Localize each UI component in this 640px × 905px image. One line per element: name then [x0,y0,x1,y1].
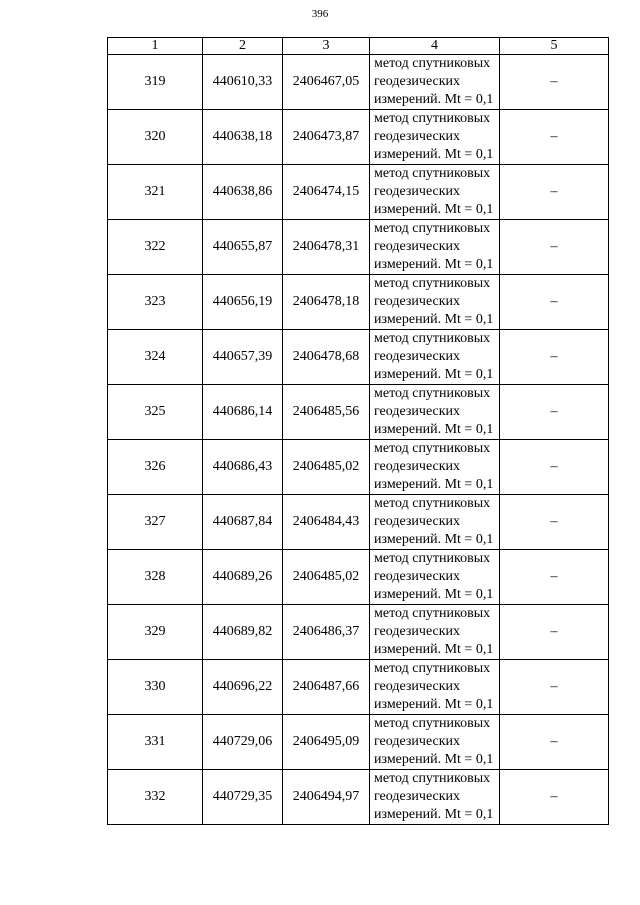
point-number-cell: 325 [108,385,203,440]
table-row [108,165,609,220]
x-coordinate-cell: 440687,84 [203,495,283,550]
point-number-cell: 328 [108,550,203,605]
note-cell: – [500,55,609,110]
point-number-cell: 327 [108,495,203,550]
method-line: измерений. Mt = 0,1 [374,92,494,107]
method-line: метод спутниковых [374,716,491,731]
method-line: геодезических [374,184,461,199]
point-number-cell: 322 [108,220,203,275]
note-cell: – [500,330,609,385]
column-header: 4 [370,38,500,55]
method-line: метод спутниковых [374,496,491,511]
method-cell [370,275,500,330]
x-coordinate-cell: 440686,14 [203,385,283,440]
y-coordinate-cell: 2406474,15 [283,165,370,220]
x-coordinate-cell: 440729,06 [203,715,283,770]
method-line: метод спутниковых [374,166,491,181]
table-row [108,495,609,550]
method-line: геодезических [374,294,461,309]
note-cell: – [500,660,609,715]
method-line: геодезических [374,789,461,804]
method-cell [370,440,500,495]
method-cell [370,110,500,165]
method-line: геодезических [374,349,461,364]
note-cell: – [500,495,609,550]
y-coordinate-cell: 2406485,02 [283,440,370,495]
method-line: геодезических [374,129,461,144]
method-line: измерений. Mt = 0,1 [374,587,494,602]
method-line: измерений. Mt = 0,1 [374,807,494,822]
y-coordinate-cell: 2406478,18 [283,275,370,330]
y-coordinate-cell: 2406495,09 [283,715,370,770]
point-number-cell: 332 [108,770,203,825]
method-cell [370,550,500,605]
column-header: 1 [108,38,203,55]
note-cell: – [500,770,609,825]
x-coordinate-cell: 440689,26 [203,550,283,605]
note-cell: – [500,275,609,330]
note-cell: – [500,440,609,495]
y-coordinate-cell: 2406485,56 [283,385,370,440]
method-line: метод спутниковых [374,386,491,401]
x-coordinate-cell: 440638,86 [203,165,283,220]
table-row [108,660,609,715]
table-row [108,605,609,660]
table-row [108,55,609,110]
page-number: 396 [311,8,329,20]
method-line: геодезических [374,239,461,254]
point-number-cell: 321 [108,165,203,220]
table-row [108,550,609,605]
method-line: метод спутниковых [374,331,491,346]
point-number-cell: 320 [108,110,203,165]
table-row [108,330,609,385]
x-coordinate-cell: 440610,33 [203,55,283,110]
x-coordinate-cell: 440657,39 [203,330,283,385]
x-coordinate-cell: 440656,19 [203,275,283,330]
table-row [108,440,609,495]
y-coordinate-cell: 2406485,02 [283,550,370,605]
header-row [108,38,609,55]
method-line: геодезических [374,679,461,694]
method-line: измерений. Mt = 0,1 [374,532,494,547]
method-line: измерений. Mt = 0,1 [374,202,494,217]
method-line: метод спутниковых [374,771,491,786]
method-line: геодезических [374,459,461,474]
table-row [108,770,609,825]
method-line: геодезических [374,404,461,419]
note-cell: – [500,165,609,220]
method-line: метод спутниковых [374,551,491,566]
table-row [108,275,609,330]
table-row [108,385,609,440]
y-coordinate-cell: 2406487,66 [283,660,370,715]
point-number-cell: 330 [108,660,203,715]
method-cell [370,770,500,825]
table-row [108,715,609,770]
column-header: 3 [283,38,370,55]
method-line: измерений. Mt = 0,1 [374,642,494,657]
method-line: измерений. Mt = 0,1 [374,752,494,767]
method-line: измерений. Mt = 0,1 [374,367,494,382]
method-line: метод спутниковых [374,111,491,126]
note-cell: – [500,550,609,605]
method-cell [370,495,500,550]
point-number-cell: 329 [108,605,203,660]
note-cell: – [500,385,609,440]
method-line: измерений. Mt = 0,1 [374,422,494,437]
method-line: геодезических [374,734,461,749]
x-coordinate-cell: 440638,18 [203,110,283,165]
note-cell: – [500,220,609,275]
x-coordinate-cell: 440729,35 [203,770,283,825]
method-line: метод спутниковых [374,441,491,456]
note-cell: – [500,110,609,165]
method-line: измерений. Mt = 0,1 [374,147,494,162]
x-coordinate-cell: 440696,22 [203,660,283,715]
method-line: метод спутниковых [374,606,491,621]
y-coordinate-cell: 2406484,43 [283,495,370,550]
method-cell [370,55,500,110]
method-cell [370,715,500,770]
method-line: геодезических [374,569,461,584]
method-line: геодезических [374,624,461,639]
method-cell [370,220,500,275]
column-header: 2 [203,38,283,55]
y-coordinate-cell: 2406473,87 [283,110,370,165]
method-line: измерений. Mt = 0,1 [374,477,494,492]
x-coordinate-cell: 440686,43 [203,440,283,495]
method-cell [370,165,500,220]
method-cell [370,385,500,440]
method-cell [370,605,500,660]
y-coordinate-cell: 2406467,05 [283,55,370,110]
method-line: метод спутниковых [374,661,491,676]
point-number-cell: 319 [108,55,203,110]
table-row [108,110,609,165]
note-cell: – [500,605,609,660]
x-coordinate-cell: 440689,82 [203,605,283,660]
table-row [108,220,609,275]
note-cell: – [500,715,609,770]
point-number-cell: 331 [108,715,203,770]
x-coordinate-cell: 440655,87 [203,220,283,275]
coordinates-table [107,37,609,825]
method-line: измерений. Mt = 0,1 [374,312,494,327]
method-cell [370,660,500,715]
y-coordinate-cell: 2406486,37 [283,605,370,660]
point-number-cell: 326 [108,440,203,495]
method-line: метод спутниковых [374,56,491,71]
method-line: метод спутниковых [374,276,491,291]
table-body [108,55,609,825]
method-cell [370,330,500,385]
y-coordinate-cell: 2406478,31 [283,220,370,275]
method-line: геодезических [374,514,461,529]
method-line: измерений. Mt = 0,1 [374,257,494,272]
method-line: геодезических [374,74,461,89]
y-coordinate-cell: 2406478,68 [283,330,370,385]
y-coordinate-cell: 2406494,97 [283,770,370,825]
column-header: 5 [500,38,609,55]
method-line: измерений. Mt = 0,1 [374,697,494,712]
point-number-cell: 324 [108,330,203,385]
point-number-cell: 323 [108,275,203,330]
method-line: метод спутниковых [374,221,491,236]
